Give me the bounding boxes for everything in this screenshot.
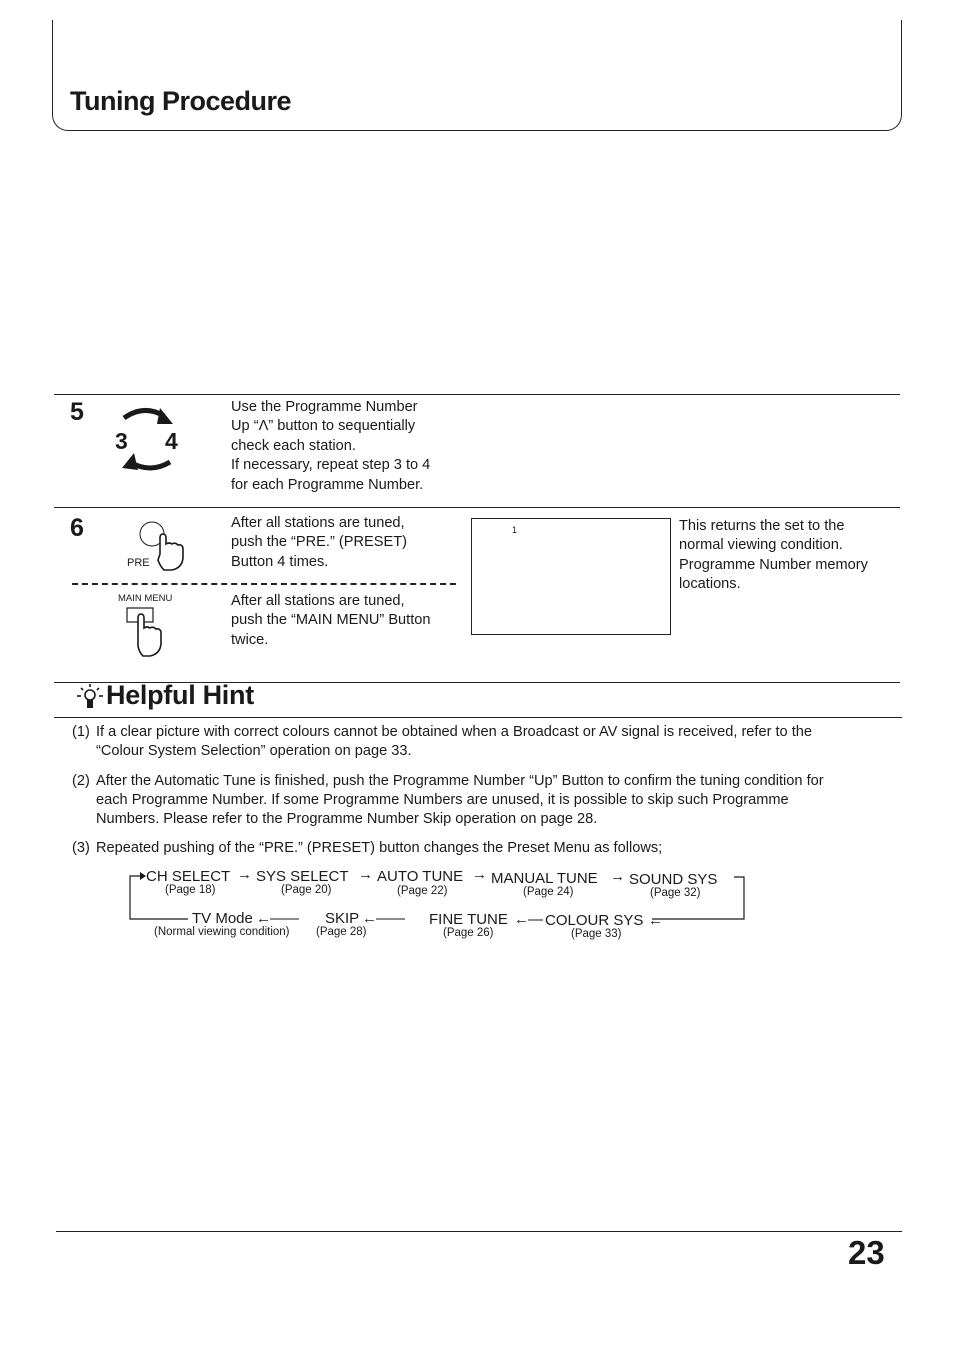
text-line: Numbers. Please refer to the Programme Number Skip operation on page 28. (96, 811, 598, 828)
flow-step-colour-sys: COLOUR SYS (545, 912, 644, 929)
rotate-cw-arrow-icon (124, 410, 164, 418)
flow-page-ch-select: (Page 18) (165, 884, 216, 896)
text-line: for each Programme Number. (231, 476, 424, 493)
main-menu-button-icon (126, 604, 172, 658)
step5-top-rule (54, 394, 900, 395)
tv-screen-illustration (471, 518, 671, 635)
hand-press-icon (158, 534, 183, 570)
flow-step-fine-tune: FINE TUNE (429, 911, 508, 928)
step5-icon-label-4: 4 (165, 428, 178, 454)
page-number: 23 (848, 1234, 885, 1271)
text-line: Up “Λ” button to sequentially (231, 418, 416, 435)
text-line: push the “PRE.” (PRESET) (231, 534, 407, 551)
step6-top-rule (54, 507, 900, 508)
flow-page-tv-mode: (Normal viewing condition) (154, 926, 290, 938)
flow-page-colour-sys: (Page 33) (571, 928, 622, 940)
text-line: If necessary, repeat step 3 to 4 (231, 457, 431, 474)
hint-item-number: (3) (72, 840, 90, 856)
arrow-right-icon: → (237, 866, 252, 883)
step6-mainmenu-instructions (231, 592, 431, 650)
arrow-right-icon: → (358, 866, 373, 883)
pre-button-label: PRE (127, 557, 150, 569)
text-line: Use the Programme Number (231, 399, 418, 415)
footer-rule (56, 1231, 902, 1232)
arrow-left-icon: ←—— (256, 910, 298, 927)
hand-press-icon (138, 614, 161, 656)
lightbulb-icon (73, 682, 105, 712)
step5-number: 5 (70, 398, 84, 426)
flow-step-sound-sys: SOUND SYS (629, 871, 718, 888)
text-line: Repeated pushing of the “PRE.” (PRESET) button changes the Preset Menu as follows; (96, 840, 663, 856)
main-menu-button-label: MAIN MENU (118, 593, 173, 604)
text-line: locations. (679, 576, 741, 593)
text-line: After all stations are tuned, (231, 593, 405, 609)
text-line: twice. (231, 631, 269, 648)
arrow-right-icon: → (472, 866, 487, 883)
text-line: This returns the set to the (679, 518, 845, 534)
text-line: Programme Number memory (679, 556, 868, 573)
hint-item-body (96, 772, 824, 830)
flow-page-auto-tune: (Page 22) (397, 885, 448, 897)
step6-result (679, 517, 868, 595)
flow-step-sys-select: SYS SELECT (256, 868, 349, 885)
flow-page-sound-sys: (Page 32) (650, 887, 701, 899)
arrow-left-icon: ← (648, 912, 663, 929)
text-line: check each station. (231, 437, 356, 454)
text-line: push the “MAIN MENU” Button (231, 612, 431, 629)
arrow-left-icon: ←— (514, 911, 542, 928)
flow-step-auto-tune: AUTO TUNE (377, 868, 464, 885)
hint-title: Helpful Hint (106, 680, 254, 710)
step5-instructions (231, 398, 430, 495)
text-line: normal viewing condition. (679, 537, 843, 554)
flow-step-skip: SKIP (325, 910, 360, 927)
flow-step-ch-select: CH SELECT (146, 868, 231, 885)
text-line: After the Automatic Tune is finished, push the Programme Number “Up” Button to confirm the tuning condition for (96, 773, 824, 789)
flow-step-manual-tune: MANUAL TUNE (491, 870, 598, 887)
text-line: After all stations are tuned, (231, 515, 405, 531)
hint-item-number: (2) (72, 773, 90, 789)
flow-page-fine-tune: (Page 26) (443, 927, 494, 939)
step6-number: 6 (70, 514, 84, 542)
hint-title-rule (54, 717, 902, 718)
page-title: Tuning Procedure (70, 86, 292, 116)
arrow-right-icon: → (610, 868, 625, 885)
text-line: each Programme Number. If some Programme Numbers are unused, it is possible to skip such Programme (96, 792, 789, 809)
hint-item-number: (1) (72, 724, 90, 740)
screen-channel-number: 1 (512, 525, 518, 535)
flow-page-skip: (Page 28) (316, 926, 367, 938)
flow-page-manual-tune: (Page 24) (523, 886, 574, 898)
flow-page-sys-select: (Page 20) (281, 884, 332, 896)
or-divider (72, 583, 456, 585)
text-line: Button 4 times. (231, 553, 329, 570)
text-line: “Colour System Selection” operation on page 33. (96, 743, 412, 760)
flow-step-tv-mode: TV Mode (192, 910, 253, 927)
hint-item-body (96, 723, 812, 761)
step5-icon-label-3: 3 (115, 428, 128, 454)
arrow-left-icon: ←—— (362, 910, 404, 927)
text-line: If a clear picture with correct colours cannot be obtained when a Broadcast or AV signal is received, refer to the (96, 724, 813, 740)
hint-item-body (96, 839, 662, 858)
step6-pre-instructions (231, 514, 407, 572)
